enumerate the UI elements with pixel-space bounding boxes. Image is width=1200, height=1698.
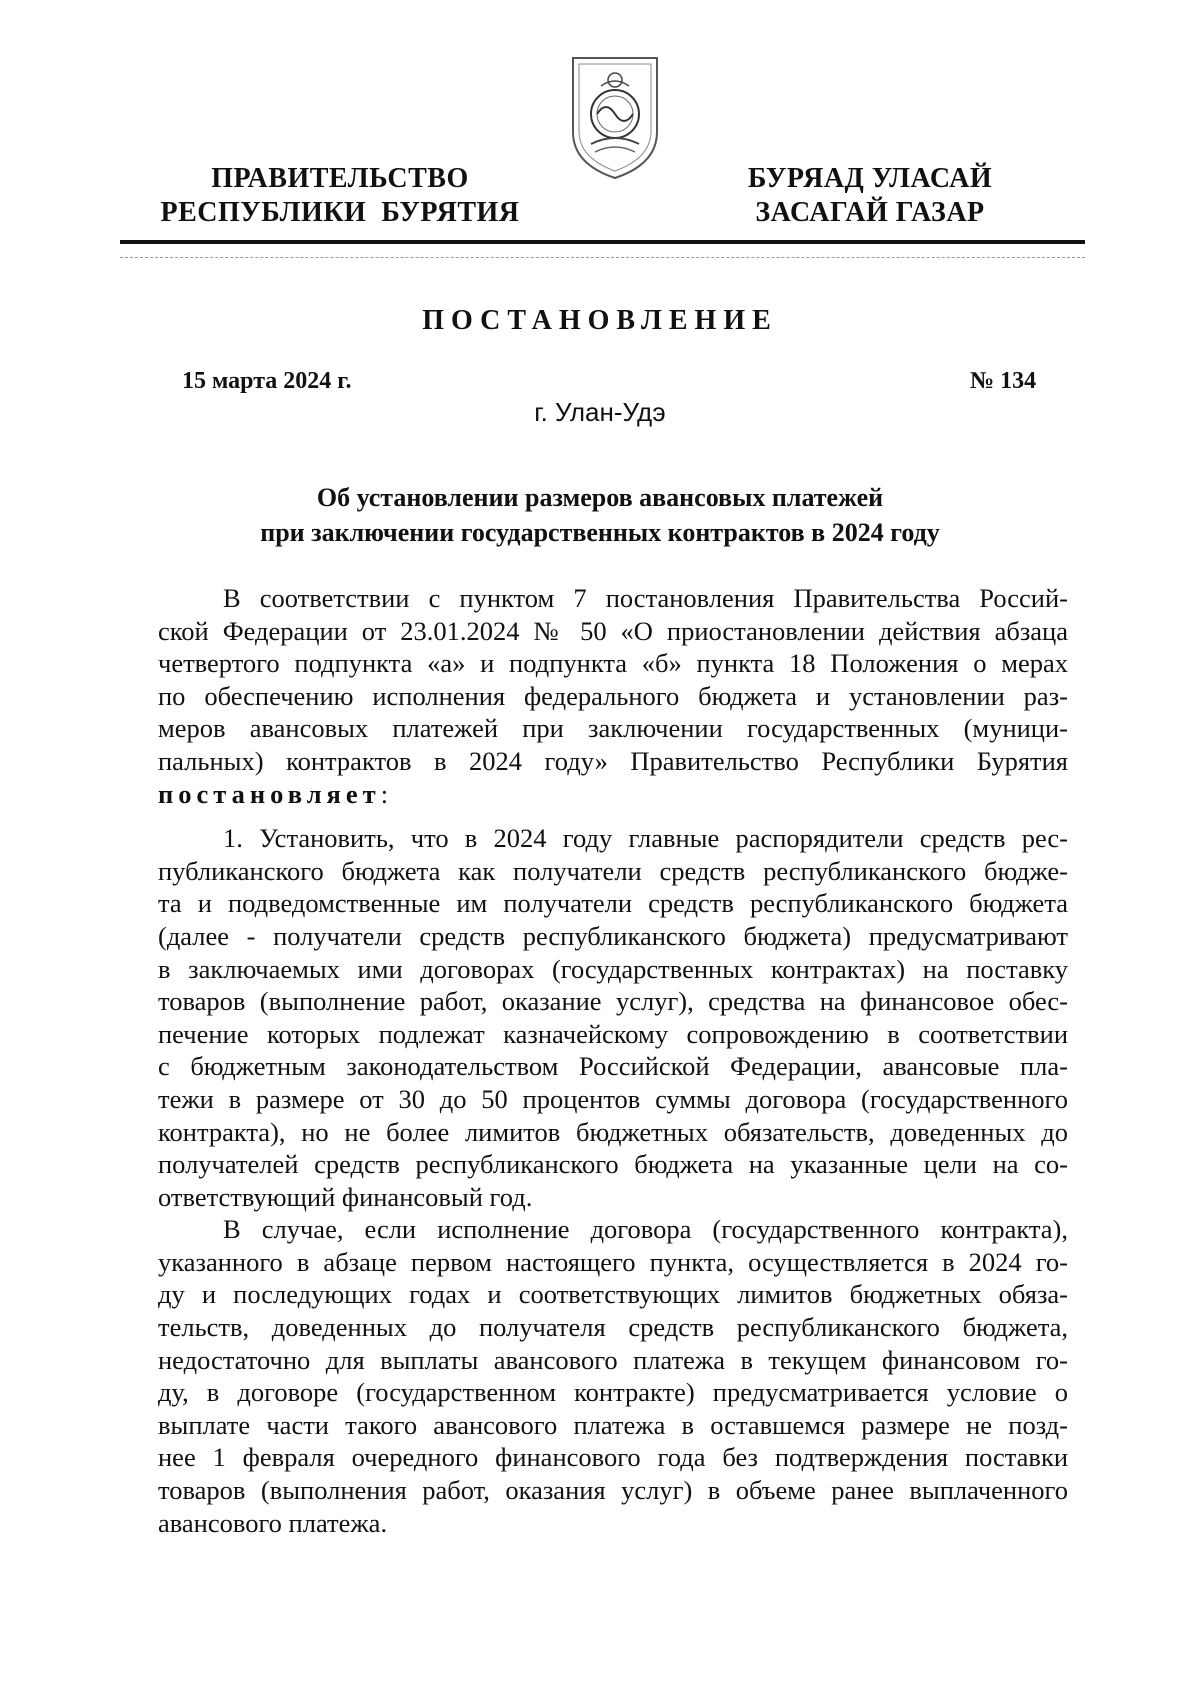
text-line xyxy=(158,778,1068,811)
header-right-line2: ЗАСАГАЙ ГАЗАР xyxy=(755,197,985,228)
text-line: тежи в размере от 30 до 50 процентов суммы договора (государственного xyxy=(158,1083,1068,1114)
header-right-line1: БУРЯАД УЛАСАЙ xyxy=(747,163,993,194)
text-line: публиканского бюджета как получатели средств республиканского бюдже- xyxy=(158,855,1068,886)
header-divider-thick xyxy=(120,240,1085,244)
text-line: указанного в абзаце первом настоящего пункта, осуществляется в 2024 го- xyxy=(158,1246,1068,1277)
text-line: товаров (выполнения работ, оказания услуг) в объеме ранее выплаченного xyxy=(158,1475,1068,1506)
document-date: 15 марта 2024 г. xyxy=(182,368,352,394)
text-line: получателей средств республиканского бюджета на указанные цели на со- xyxy=(158,1149,1068,1180)
text-line: пальных) контрактов в 2024 году» Правительство Республики Бурятия xyxy=(158,745,1068,776)
coat-of-arms-emblem xyxy=(565,52,665,182)
text-line: ответствующий финансовый год. xyxy=(158,1181,533,1212)
paragraph-item-1-case xyxy=(158,1213,1068,1539)
header-left xyxy=(150,162,530,230)
header-left-line1: ПРАВИТЕЛЬСТВО xyxy=(211,163,469,194)
text-line: тельств, доведенных до получателя средств республиканского бюджета, xyxy=(158,1312,1068,1343)
text-line: печение которых подлежат казначейскому сопровождению в соответствии xyxy=(158,1018,1068,1049)
text-line: нее 1 февраля очередного финансового года без подтверждения поставки xyxy=(158,1442,1068,1473)
paragraph-preamble xyxy=(158,582,1068,810)
text-line: товаров (выполнение работ, оказание услуг), средства на финансовое обес- xyxy=(158,986,1068,1017)
text-line: В соответствии с пунктом 7 постановления Правительства Россий- xyxy=(223,583,1068,613)
document-number: № 134 xyxy=(970,368,1037,394)
text-line: четвертого подпункта «а» и подпункта «б» пункта 18 Положения о мерах xyxy=(158,648,1068,679)
document-subject xyxy=(150,480,1050,550)
text-line: с бюджетным законодательством Российской Федерации, авансовые пла- xyxy=(158,1051,1068,1082)
text-line: в заключаемых ими договорах (государственных контрактах) на поставку xyxy=(158,953,1068,984)
subject-line1: Об установлении размеров авансовых платежей xyxy=(316,483,884,512)
document-body xyxy=(158,582,1068,1539)
text-line: та и подведомственные им получатели средств республиканского бюджета xyxy=(158,888,1068,919)
text-line: недостаточно для выплаты авансового платежа в текущем финансовом го- xyxy=(158,1344,1068,1375)
text-line: ской Федерации от 23.01.2024 № 50 «О приостановлении действия абзаца xyxy=(158,615,1068,646)
text-line: ду, в договоре (государственном контракте) предусматривается условие о xyxy=(158,1377,1068,1408)
text-line: меров авансовых платежей при заключении государственных (муници- xyxy=(158,713,1068,744)
text-line: ду и последующих годах и соответствующих лимитов бюджетных обяза- xyxy=(158,1279,1068,1310)
text-line: выплате части такого авансового платежа в оставшемся размере не позд- xyxy=(158,1409,1068,1440)
subject-line2: при заключении государственных контрактов в 2024 году xyxy=(260,518,940,547)
header-left-line2: РЕСПУБЛИКИ БУРЯТИЯ xyxy=(160,197,520,228)
header-right xyxy=(700,162,1040,230)
document-type-title: ПОСТАНОВЛЕНИЕ xyxy=(422,305,778,336)
header-divider-thin xyxy=(120,257,1085,258)
text-line: В случае, если исполнение договора (государственного контракта), xyxy=(223,1214,1068,1245)
text-line: контракта), но не более лимитов бюджетных обязательств, доведенных до xyxy=(158,1116,1068,1147)
resolution-keyword: постановляет xyxy=(158,778,381,809)
keyword-colon: : xyxy=(380,778,389,809)
text-line: по обеспечению исполнения федерального бюджета и установлении раз- xyxy=(158,680,1068,711)
text-line: (далее - получатели средств республиканского бюджета) предусматривают xyxy=(158,920,1068,951)
document-city: г. Улан-Удэ xyxy=(534,397,666,427)
paragraph-item-1 xyxy=(158,822,1068,1213)
text-line: авансового платежа. xyxy=(158,1507,388,1538)
text-line: 1. Установить, что в 2024 году главные распорядители средств рес- xyxy=(223,823,1068,854)
